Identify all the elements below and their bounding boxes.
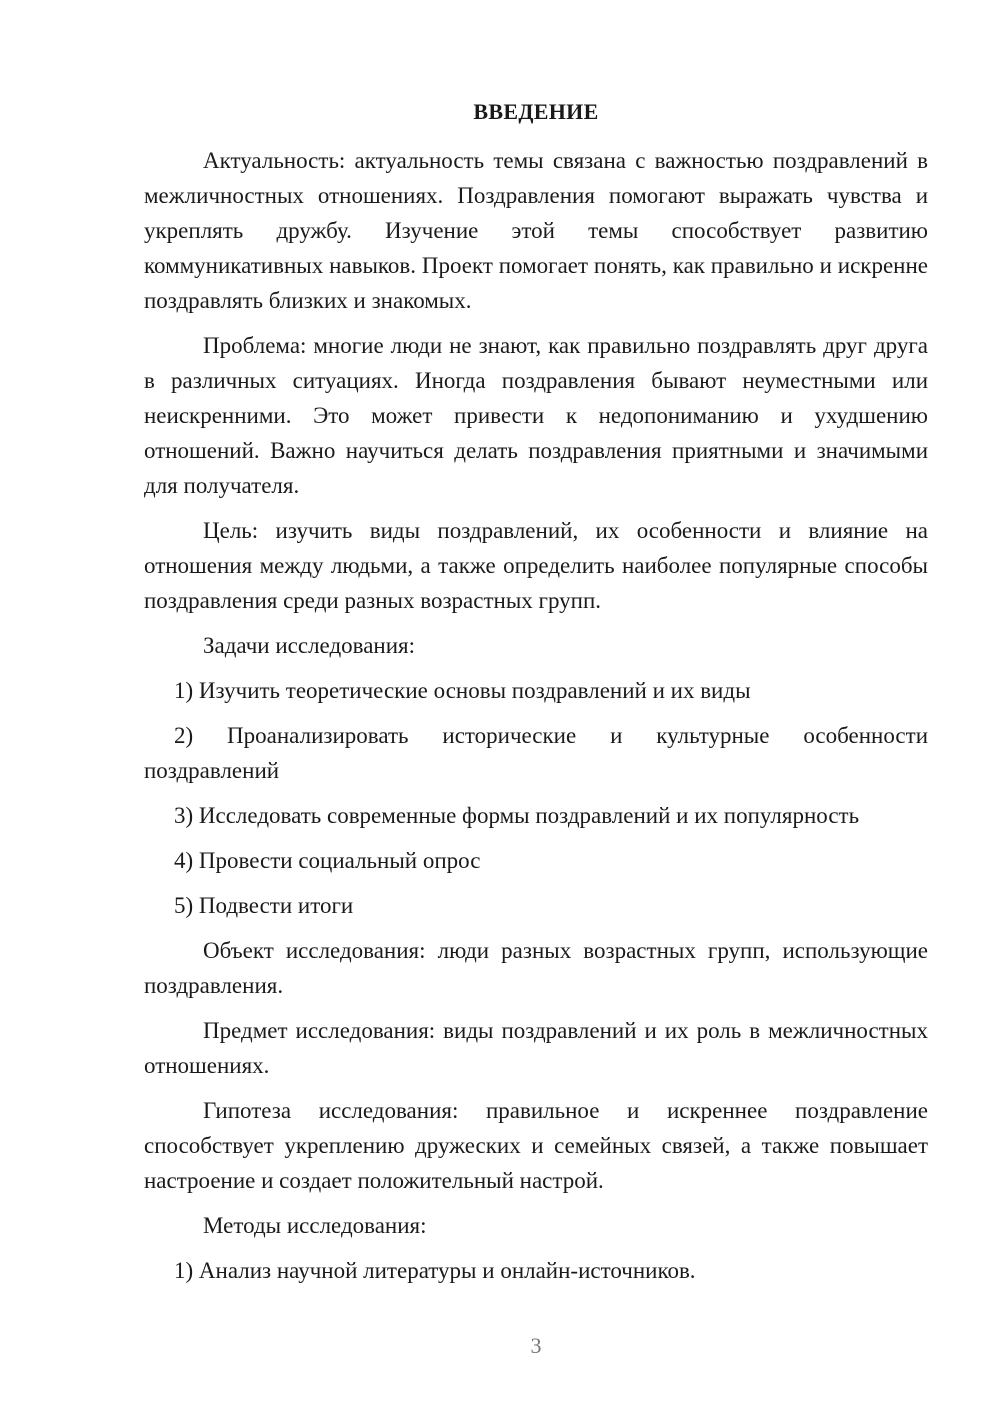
task-item-4: 4) Провести социальный опрос xyxy=(174,848,481,873)
task-item-5: 5) Подвести итоги xyxy=(174,893,354,918)
object-paragraph: Объект исследования: люди разных возрастных групп, использующие поздравления. xyxy=(144,938,928,998)
page-content xyxy=(144,96,928,1298)
methods-heading: Методы исследования: xyxy=(203,1213,427,1238)
subject-paragraph: Предмет исследования: виды поздравлений и их роль в межличностных отношениях. xyxy=(144,1018,928,1078)
page-title: ВВЕДЕНИЕ xyxy=(473,99,599,124)
page-number: 3 xyxy=(530,1333,542,1358)
method-item-1: 1) Анализ научной литературы и онлайн-источников. xyxy=(174,1258,696,1283)
task-item-3: 3) Исследовать современные формы поздравлений и их популярность xyxy=(174,803,860,828)
hypothesis-paragraph: Гипотеза исследования: правильное и искреннее поздравление способствует укреплению дружеских и семейных связей, а также повышает настроение и создает положительный настрой. xyxy=(144,1098,928,1193)
goal-paragraph: Цель: изучить виды поздравлений, их особенности и влияние на отношения между людьми, а также определить наиболее популярные способы поздравления среди разных возрастных групп. xyxy=(144,518,928,613)
problem-paragraph: Проблема: многие люди не знают, как правильно поздравлять друг друга в различных ситуациях. Иногда поздравления бывают неуместными или неискренними. Это может привести к недопониманию и ухудшению отношений. Важно научиться делать поздравления приятными и значимыми для получателя. xyxy=(144,333,928,498)
tasks-heading: Задачи исследования: xyxy=(203,633,416,658)
task-item-1: 1) Изучить теоретические основы поздравлений и их виды xyxy=(174,678,751,703)
task-item-2: 2) Проанализировать исторические и культурные особенности поздравлений xyxy=(144,723,928,783)
relevance-paragraph: Актуальность: актуальность темы связана с важностью поздравлений в межличностных отношениях. Поздравления помогают выражать чувства и укреплять дружбу. Изучение этой темы способствует развитию коммуникативных навыков. Проект помогает понять, как правильно и искренне поздравлять близких и знакомых. xyxy=(144,148,928,313)
